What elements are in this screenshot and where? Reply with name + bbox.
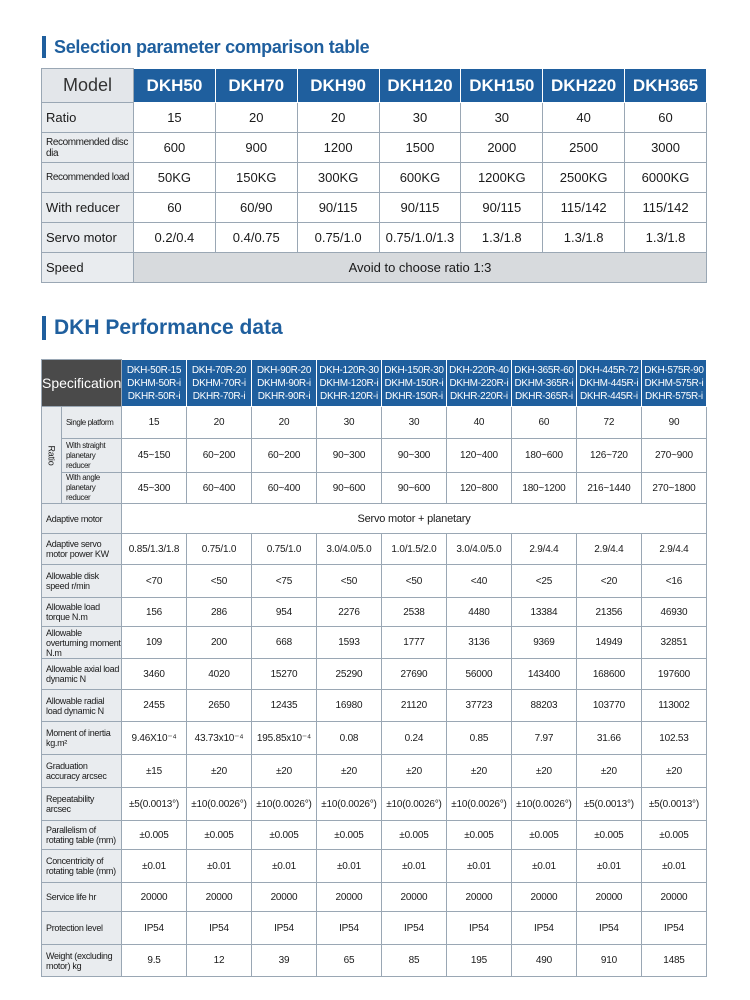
table-cell: 21356 [576,598,641,627]
table-cell: IP54 [576,912,641,945]
row-label: Moment of inertia kg.m² [42,722,122,755]
table-row [42,883,707,912]
model-header-cell: DKH50 [134,69,216,103]
row-label: Graduation accuracy arcsec [42,755,122,788]
model-code: DKH-120R-30 [319,364,379,376]
table-cell: 60~200 [251,439,316,473]
table-row [42,912,707,945]
table-cell: 120~800 [446,473,511,504]
table-cell: <70 [122,565,187,598]
table-cell: ±20 [316,755,381,788]
table-cell: 180~1200 [511,473,576,504]
table-cell: 30 [461,103,543,133]
table-cell: <50 [187,565,252,598]
table-cell: 2500 [543,133,625,163]
table-cell: IP54 [187,912,252,945]
table-cell: 30 [379,103,461,133]
specification-column-header [316,360,381,407]
model-code: DKH-90R-20 [256,364,312,376]
table-row [42,722,707,755]
table-cell: 180~600 [511,439,576,473]
specification-header-row [42,360,707,407]
table-cell: ±0.005 [446,821,511,850]
table-cell: 27690 [381,659,446,690]
table-cell: 103770 [576,690,641,722]
table-cell: 20000 [511,883,576,912]
table-cell: IP54 [446,912,511,945]
table-cell: 0.24 [381,722,446,755]
table-cell: 20000 [381,883,446,912]
table-cell: 60~200 [187,439,252,473]
table-cell: 3460 [122,659,187,690]
model-code: DKHR-90R-i [257,390,311,402]
table-cell: 600KG [379,163,461,193]
table-cell: 0.75/1.0/1.3 [379,223,461,253]
selection-table-title [42,36,369,58]
table-cell: 20000 [316,883,381,912]
table-cell: ±20 [251,755,316,788]
table-cell: <40 [446,565,511,598]
row-label: Recommended disc dia [42,133,134,163]
table-cell: 300KG [297,163,379,193]
table-cell: 20 [215,103,297,133]
row-label: Allowable disk speed r/min [42,565,122,598]
table-cell: 43.73x10⁻⁴ [187,722,252,755]
table-cell: 0.08 [316,722,381,755]
specification-header-label: Specification [42,360,122,407]
table-cell: ±20 [446,755,511,788]
model-code: DKH-365R-60 [514,364,574,376]
table-cell: ±0.01 [641,850,706,883]
row-label: Allowable axial load dynamic N [42,659,122,690]
table-cell: ±0.005 [316,821,381,850]
ratio-row-label: With straight planetary reducer [62,439,122,473]
row-label: Concentricity of rotating table (mm) [42,850,122,883]
table-cell: 15270 [251,659,316,690]
table-cell: 60~400 [187,473,252,504]
model-code: DKH-575R-90 [644,364,704,376]
table-cell: 20000 [251,883,316,912]
table-cell: 9369 [511,627,576,659]
table-cell: ±15 [122,755,187,788]
performance-table-body [42,407,707,977]
model-code: DKHR-365R-i [515,390,573,402]
table-cell: 60/90 [215,193,297,223]
table-cell: 900 [215,133,297,163]
row-label: Weight (excluding motor) kg [42,945,122,977]
table-cell: 2455 [122,690,187,722]
table-cell: 40 [543,103,625,133]
title-accent-bar [42,36,46,58]
row-label: Ratio [42,103,134,133]
table-cell: 216~1440 [576,473,641,504]
model-code: DKHM-445R-i [579,377,639,389]
model-code: DKH-50R-15 [126,364,182,376]
ratio-row [42,407,707,439]
speed-value: Avoid to choose ratio 1:3 [134,253,707,283]
table-cell: ±0.01 [187,850,252,883]
table-cell: 2276 [316,598,381,627]
selection-table-title-text: Selection parameter comparison table [54,36,370,57]
table-cell: ±0.01 [316,850,381,883]
table-cell: 13384 [511,598,576,627]
table-cell: 0.85/1.3/1.8 [122,534,187,565]
table-cell: 31.66 [576,722,641,755]
table-cell: 50KG [134,163,216,193]
model-code: DKHR-445R-i [579,390,638,402]
row-label: Servo motor [42,223,134,253]
table-cell: 1593 [316,627,381,659]
row-label: Parallelism of rotating table (mm) [42,821,122,850]
row-label: Allowable load torque N.m [42,598,122,627]
table-cell: 16980 [316,690,381,722]
table-cell: ±0.01 [576,850,641,883]
table-cell: 90~600 [316,473,381,504]
table-cell: 3136 [446,627,511,659]
table-cell: 30 [381,407,446,439]
table-row [42,598,707,627]
table-cell: 90/115 [461,193,543,223]
table-row [42,163,707,193]
row-label: With reducer [42,193,134,223]
table-cell: 90/115 [297,193,379,223]
model-code: DKHM-70R-i [192,377,246,389]
specification-column-header [251,360,316,407]
adaptive-motor-row [42,504,707,534]
table-cell: 60 [625,103,707,133]
table-cell: 90 [641,407,706,439]
table-cell: 90/115 [379,193,461,223]
table-cell: ±0.01 [381,850,446,883]
table-cell: 9.5 [122,945,187,977]
table-cell: 20 [251,407,316,439]
table-cell: 7.97 [511,722,576,755]
table-cell: 25290 [316,659,381,690]
ratio-group-label-text: Ratio [46,445,57,466]
table-cell: ±20 [641,755,706,788]
model-code: DKHM-150R-i [384,377,444,389]
table-cell: 1777 [381,627,446,659]
table-cell: 0.4/0.75 [215,223,297,253]
table-cell: 490 [511,945,576,977]
table-row [42,534,707,565]
title-accent-bar [42,316,46,340]
model-header-row [42,69,707,103]
table-cell: <50 [316,565,381,598]
selection-table-body [42,103,707,283]
table-cell: ±10(0.0026°) [511,788,576,821]
table-cell: 20000 [446,883,511,912]
model-code: DKHM-220R-i [449,377,509,389]
table-cell: ±0.005 [187,821,252,850]
table-cell: 90~300 [316,439,381,473]
table-cell: 20000 [122,883,187,912]
table-cell: ±0.01 [511,850,576,883]
table-cell: 45~300 [122,473,187,504]
table-cell: 2538 [381,598,446,627]
table-row [42,659,707,690]
table-cell: IP54 [641,912,706,945]
table-cell: 0.75/1.0 [297,223,379,253]
table-cell: 102.53 [641,722,706,755]
table-cell: 120~400 [446,439,511,473]
table-cell: 45~150 [122,439,187,473]
row-label: Allowable radial load dynamic N [42,690,122,722]
table-cell: 195 [446,945,511,977]
table-cell: 14949 [576,627,641,659]
specification-column-header [381,360,446,407]
table-row [42,627,707,659]
ratio-row [42,473,707,504]
table-cell: 668 [251,627,316,659]
table-row [42,755,707,788]
specification-column-header [511,360,576,407]
table-cell: ±0.005 [251,821,316,850]
table-cell: <50 [381,565,446,598]
table-cell: IP54 [122,912,187,945]
row-label: Service life hr [42,883,122,912]
table-cell: 20000 [641,883,706,912]
table-cell: 60 [511,407,576,439]
table-cell: ±20 [381,755,446,788]
table-cell: 60~400 [251,473,316,504]
model-code: DKHR-70R-i [192,390,246,402]
table-cell: ±10(0.0026°) [187,788,252,821]
ratio-row [42,439,707,473]
table-cell: 12 [187,945,252,977]
model-code: DKH-220R-40 [449,364,509,376]
table-cell: 37723 [446,690,511,722]
row-label: Adaptive servo motor power KW [42,534,122,565]
model-header-cell: DKH120 [379,69,461,103]
table-row [42,821,707,850]
table-row [42,133,707,163]
performance-data-table [41,359,707,977]
table-cell: 910 [576,945,641,977]
table-cell: 90~600 [381,473,446,504]
table-cell: <75 [251,565,316,598]
table-cell: ±0.005 [122,821,187,850]
table-cell: 286 [187,598,252,627]
table-cell: 56000 [446,659,511,690]
table-cell: 2500KG [543,163,625,193]
row-label: Allowable overturning moment N.m [42,627,122,659]
table-cell: ±0.01 [251,850,316,883]
table-cell: 270~1800 [641,473,706,504]
table-cell: 90~300 [381,439,446,473]
table-cell: 20000 [576,883,641,912]
model-header-label: Model [42,69,134,103]
model-code: DKHR-120R-i [320,390,378,402]
model-code: DKHM-50R-i [127,377,181,389]
selection-parameter-table [41,68,707,283]
table-cell: 46930 [641,598,706,627]
table-cell: 143400 [511,659,576,690]
table-cell: 1.3/1.8 [543,223,625,253]
table-cell: IP54 [251,912,316,945]
speed-row [42,253,707,283]
table-cell: 12435 [251,690,316,722]
table-cell: 168600 [576,659,641,690]
table-cell: ±20 [576,755,641,788]
table-cell: 1485 [641,945,706,977]
table-cell: 195.85x10⁻⁴ [251,722,316,755]
table-cell: 0.75/1.0 [251,534,316,565]
table-cell: 1200KG [461,163,543,193]
table-row [42,850,707,883]
table-cell: 15 [122,407,187,439]
model-code: DKHM-365R-i [514,377,574,389]
table-cell: 200 [187,627,252,659]
table-cell: IP54 [381,912,446,945]
table-cell: 20000 [187,883,252,912]
table-cell: 0.2/0.4 [134,223,216,253]
table-cell: 600 [134,133,216,163]
table-cell: 32851 [641,627,706,659]
table-cell: 2.9/4.4 [641,534,706,565]
table-row [42,945,707,977]
table-cell: 2.9/4.4 [576,534,641,565]
table-cell: 1500 [379,133,461,163]
table-cell: 39 [251,945,316,977]
model-code: DKHR-150R-i [385,390,443,402]
table-cell: 2.9/4.4 [511,534,576,565]
model-header-cell: DKH150 [461,69,543,103]
table-cell: ±10(0.0026°) [316,788,381,821]
table-cell: 126~720 [576,439,641,473]
model-header-cell: DKH70 [215,69,297,103]
table-cell: ±10(0.0026°) [251,788,316,821]
table-cell: 1200 [297,133,379,163]
table-row [42,223,707,253]
speed-label: Speed [42,253,134,283]
specification-column-header [187,360,252,407]
table-cell: 115/142 [543,193,625,223]
table-cell: 3.0/4.0/5.0 [446,534,511,565]
table-cell: <20 [576,565,641,598]
model-code: DKH-150R-30 [384,364,444,376]
table-cell: 20 [297,103,379,133]
table-cell: 6000KG [625,163,707,193]
table-cell: 20 [187,407,252,439]
table-cell: <25 [511,565,576,598]
table-cell: 1.0/1.5/2.0 [381,534,446,565]
model-code: DKH-445R-72 [579,364,639,376]
performance-table-title [42,316,283,340]
table-cell: 85 [381,945,446,977]
table-cell: ±0.01 [122,850,187,883]
table-row [42,788,707,821]
table-cell: 21120 [381,690,446,722]
table-cell: 113002 [641,690,706,722]
model-header-cell: DKH90 [297,69,379,103]
adaptive-motor-value: Servo motor + planetary [122,504,707,534]
table-cell: 109 [122,627,187,659]
table-cell: 30 [316,407,381,439]
table-cell: 3.0/4.0/5.0 [316,534,381,565]
table-cell: 197600 [641,659,706,690]
model-code: DKH-70R-20 [191,364,247,376]
table-cell: 60 [134,193,216,223]
row-label: Protection level [42,912,122,945]
table-cell: 15 [134,103,216,133]
model-code: DKHR-50R-i [127,390,181,402]
table-row [42,690,707,722]
ratio-group-label [42,407,62,504]
row-label: Repeatability arcsec [42,788,122,821]
table-cell: 2650 [187,690,252,722]
table-cell: 0.75/1.0 [187,534,252,565]
specification-column-header [446,360,511,407]
table-cell: 3000 [625,133,707,163]
table-cell: ±5(0.0013°) [122,788,187,821]
model-code: DKHM-90R-i [257,377,311,389]
model-code: DKHR-575R-i [645,390,703,402]
performance-table-title-text: DKH Performance data [54,316,283,339]
row-label: Recommended load [42,163,134,193]
model-code: DKHM-120R-i [319,377,379,389]
table-cell: ±20 [187,755,252,788]
table-cell: ±20 [511,755,576,788]
table-cell: 88203 [511,690,576,722]
table-cell: 2000 [461,133,543,163]
adaptive-motor-label: Adaptive motor [42,504,122,534]
specification-column-header [122,360,187,407]
table-cell: ±0.01 [446,850,511,883]
table-cell: ±0.005 [576,821,641,850]
table-cell: ±5(0.0013°) [641,788,706,821]
table-cell: ±0.005 [511,821,576,850]
table-cell: ±0.005 [381,821,446,850]
model-header-cell: DKH220 [543,69,625,103]
table-cell: <16 [641,565,706,598]
table-cell: 150KG [215,163,297,193]
table-cell: 65 [316,945,381,977]
table-cell: 40 [446,407,511,439]
model-code: DKHR-220R-i [450,390,508,402]
table-cell: 1.3/1.8 [461,223,543,253]
specification-column-header [641,360,706,407]
table-cell: 156 [122,598,187,627]
table-cell: ±10(0.0026°) [446,788,511,821]
table-cell: 4480 [446,598,511,627]
ratio-row-label: With angle planetary reducer [62,473,122,504]
table-cell: 0.85 [446,722,511,755]
table-cell: 954 [251,598,316,627]
model-header-cell: DKH365 [625,69,707,103]
table-cell: ±10(0.0026°) [381,788,446,821]
table-cell: 4020 [187,659,252,690]
model-code: DKHM-575R-i [644,377,704,389]
table-row [42,103,707,133]
table-cell: ±0.005 [641,821,706,850]
table-cell: 115/142 [625,193,707,223]
table-cell: ±5(0.0013°) [576,788,641,821]
table-cell: 270~900 [641,439,706,473]
specification-column-header [576,360,641,407]
ratio-row-label: Single platform [62,407,122,439]
table-cell: IP54 [316,912,381,945]
table-cell: 9.46X10⁻⁴ [122,722,187,755]
table-row [42,565,707,598]
table-row [42,193,707,223]
table-cell: 72 [576,407,641,439]
table-cell: IP54 [511,912,576,945]
table-cell: 1.3/1.8 [625,223,707,253]
